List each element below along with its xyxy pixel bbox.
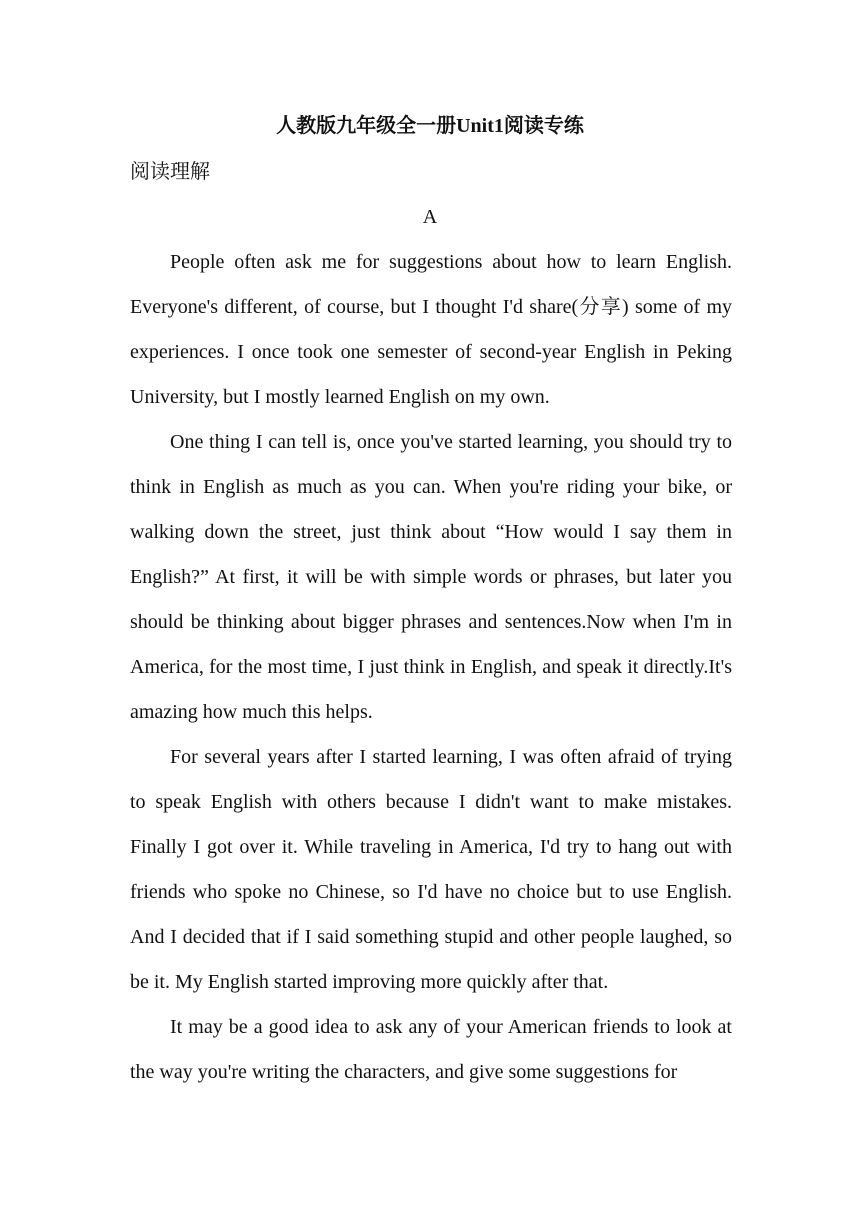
paragraph-3: For several years after I started learning, I was often afraid of trying to speak English with others because I didn't want to make mistakes. Finally I got over it. While traveling in America, I'd try to hang out with friends who spoke no Chinese, so I'd have no choice but to use English. And I decided that if I said something stupid and other people laughed, so be it. My English started improving more quickly after that. (130, 746, 732, 993)
paragraph-4: It may be a good idea to ask any of your American friends to look at the way you're writing the characters, and give some suggestions for (130, 1016, 732, 1083)
document-title: 人教版九年级全一册Unit1阅读专练 (276, 115, 584, 137)
paragraph-1: People often ask me for suggestions about how to learn English. Everyone's different, of course, but I thought I'd share(分享) some of my experiences. I once took one semester of second-year English in Peking University, but I mostly learned English on my own. (130, 251, 732, 408)
passage-body (130, 240, 732, 1095)
section-heading: 阅读理解 (130, 161, 210, 183)
paragraph-2: One thing I can tell is, once you've started learning, you should try to think in English as much as you can. When you're riding your bike, or walking down the street, just think about “How would I say them in English?” At first, it will be with simple words or phrases, but later you should be thinking about bigger phrases and sentences.Now when I'm in America, for the most time, I just think in English, and speak it directly.It's amazing how much this helps. (130, 431, 732, 723)
passage-label: A (422, 206, 438, 228)
